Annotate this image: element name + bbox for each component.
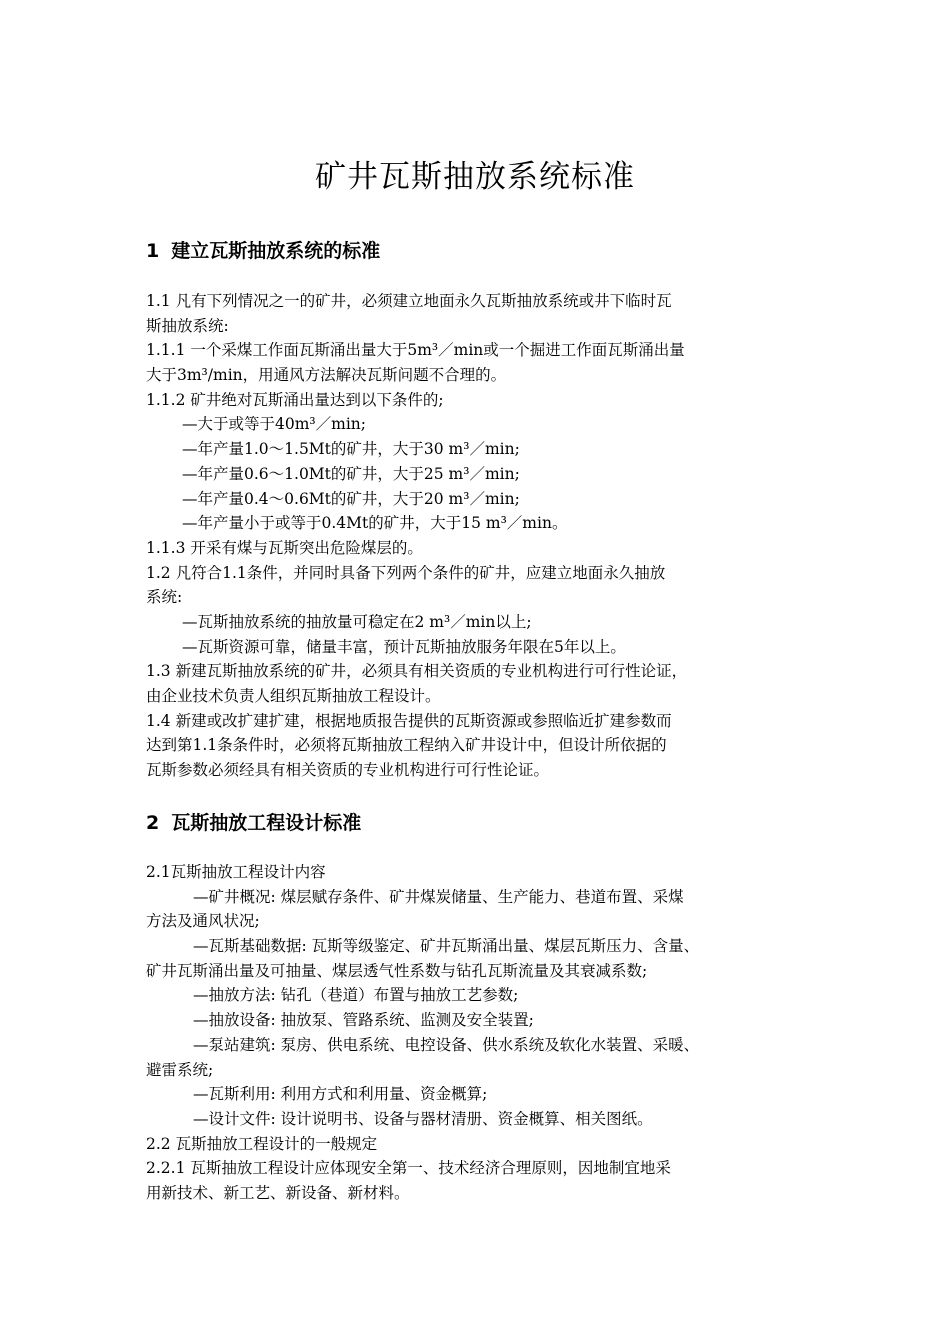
body-line: 大于3m³/min，用通风方法解决瓦斯问题不合理的。 <box>146 366 507 385</box>
body-line: —年产量1.0～1.5Mt的矿井，大于30 m³／min; <box>182 440 520 459</box>
body-line: 斯抽放系统: <box>146 316 229 335</box>
section-number: 1 <box>146 240 160 262</box>
section-heading-1 <box>146 238 380 264</box>
section-body-2 <box>146 860 810 1206</box>
body-line: 由企业技术负责人组织瓦斯抽放工程设计。 <box>146 687 441 705</box>
body-line: —设计文件: 设计说明书、设备与器材清册、资金概算、相关图纸。 <box>193 1109 653 1128</box>
body-line: 方法及通风状况; <box>146 912 260 931</box>
section-number: 2 <box>146 812 160 834</box>
body-line: 1.1.1 一个采煤工作面瓦斯涌出量大于5m³／min或一个掘进工作面瓦斯涌出量 <box>146 341 685 360</box>
document-title: 矿井瓦斯抽放系统标准 <box>315 159 635 195</box>
body-line: —瓦斯基础数据: 瓦斯等级鉴定、矿井瓦斯涌出量、煤层瓦斯压力、含量、 <box>193 937 700 956</box>
body-line: —年产量0.4～0.6Mt的矿井，大于20 m³／min; <box>182 489 520 508</box>
body-line: 2.1瓦斯抽放工程设计内容 <box>146 863 326 881</box>
body-line: —矿井概况: 煤层赋存条件、矿井煤炭储量、生产能力、巷道布置、采煤 <box>193 887 684 906</box>
body-line: 1.1.3 开采有煤与瓦斯突出危险煤层的。 <box>146 538 423 557</box>
body-line: 避雷系统; <box>146 1060 214 1079</box>
body-line: —大于或等于40m³／min; <box>182 415 366 434</box>
body-line: —瓦斯抽放系统的抽放量可稳定在2 m³／min以上; <box>182 612 532 631</box>
section-heading-2 <box>146 810 361 836</box>
body-line: —瓦斯利用: 利用方式和利用量、资金概算; <box>193 1085 488 1104</box>
body-line: 1.3 新建瓦斯抽放系统的矿井，必须具有相关资质的专业机构进行可行性论证， <box>146 662 688 681</box>
body-line: 2.2 瓦斯抽放工程设计的一般规定 <box>146 1134 378 1153</box>
body-line: 达到第1.1条条件时，必须将瓦斯抽放工程纳入矿井设计中，但设计所依据的 <box>146 736 667 755</box>
body-line: —泵站建筑: 泵房、供电系统、电控设备、供水系统及软化水装置、采暖、 <box>193 1035 700 1054</box>
body-line: 1.4 新建或改扩建扩建，根据地质报告提供的瓦斯资源或参照临近扩建参数而 <box>146 711 672 730</box>
body-line: 2.2.1 瓦斯抽放工程设计应体现安全第一、技术经济合理原则，因地制宜地采 <box>146 1159 671 1178</box>
body-line: 用新技术、新工艺、新设备、新材料。 <box>146 1183 410 1202</box>
section-body-1 <box>146 289 810 783</box>
body-line: 1.1.2 矿井绝对瓦斯涌出量达到以下条件的; <box>146 390 444 409</box>
body-line: 1.1 凡有下列情况之一的矿井，必须建立地面永久瓦斯抽放系统或井下临时瓦 <box>146 292 672 310</box>
body-line: —抽放设备: 抽放泵、管路系统、监测及安全装置; <box>193 1011 534 1030</box>
body-line: 矿井瓦斯涌出量及可抽量、煤层透气性系数与钻孔瓦斯流量及其衰减系数; <box>146 961 648 980</box>
section-title: 瓦斯抽放工程设计标准 <box>171 812 362 834</box>
body-line: 系统: <box>146 588 183 607</box>
body-line: —抽放方法: 钻孔（巷道）布置与抽放工艺参数; <box>193 986 519 1005</box>
section-title: 建立瓦斯抽放系统的标准 <box>171 240 381 262</box>
body-line: —年产量小于或等于0.4Mt的矿井，大于15 m³／min。 <box>182 514 568 533</box>
body-line: —瓦斯资源可靠，储量丰富，预计瓦斯抽放服务年限在5年以上。 <box>182 637 626 656</box>
body-line: 瓦斯参数必须经具有相关资质的专业机构进行可行性论证。 <box>146 761 550 780</box>
body-line: 1.2 凡符合1.1条件，并同时具备下列两个条件的矿井，应建立地面永久抽放 <box>146 563 666 582</box>
body-line: —年产量0.6～1.0Mt的矿井，大于25 m³／min; <box>182 464 520 483</box>
